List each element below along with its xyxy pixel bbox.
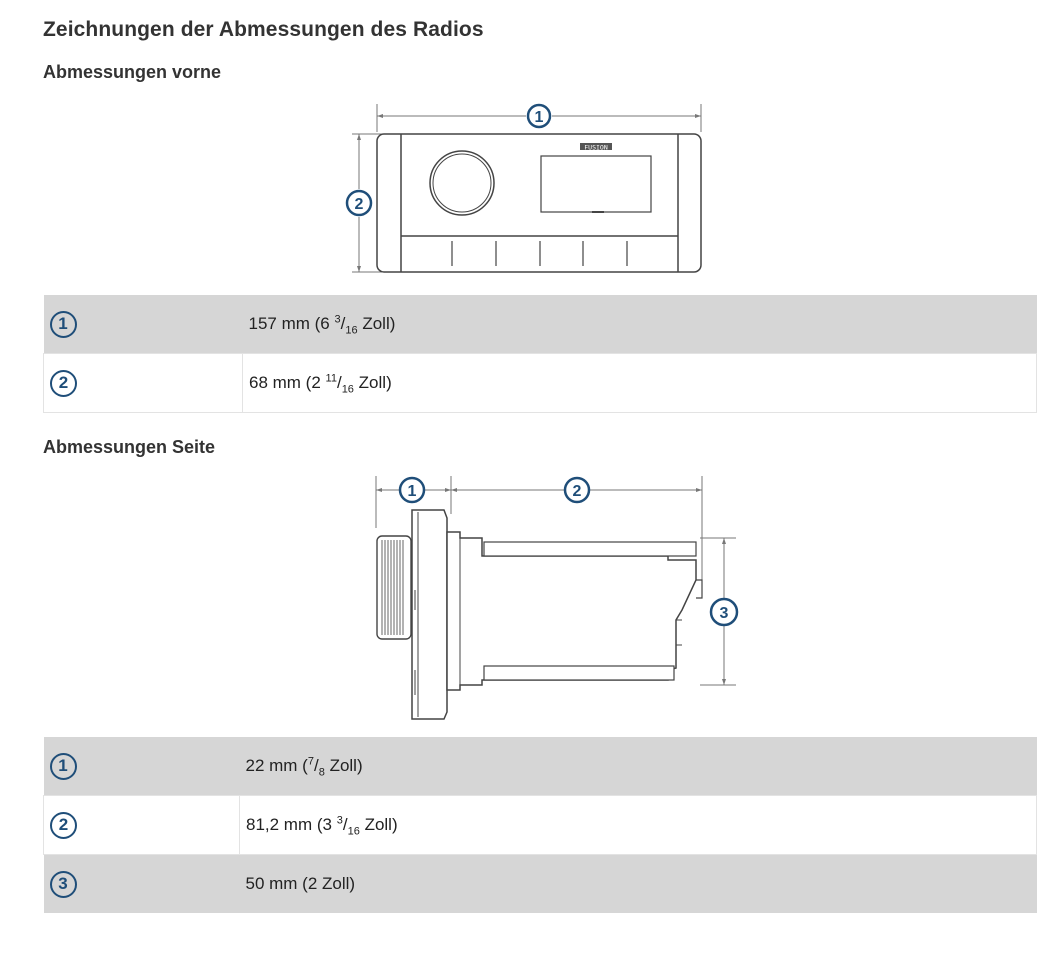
page-title: Zeichnungen der Abmessungen des Radios: [43, 18, 484, 41]
svg-text:2: 2: [572, 483, 582, 500]
svg-text:1: 1: [407, 483, 417, 500]
callout-2: [347, 191, 371, 215]
dimension-value: 50 mm (2 Zoll): [240, 855, 1037, 914]
svg-text:1: 1: [534, 109, 544, 126]
callout-2: 2: [50, 370, 77, 397]
callout-3: 3: [50, 871, 77, 898]
dimension-value: 157 mm (6 $^3/_{16}$ Zoll): [243, 295, 1037, 354]
front-dimensions-heading: Abmessungen vorne: [43, 62, 222, 82]
side-dimensions-heading: Abmessungen Seite: [43, 437, 216, 457]
svg-text:2: 2: [354, 196, 364, 213]
dimension-value: 22 mm ($^7/_8$ Zoll): [240, 737, 1037, 796]
callout-1: [528, 105, 550, 127]
callout-1: 1: [50, 753, 77, 780]
callout-2: 2: [50, 812, 77, 839]
dimension-value: 68 mm (2 $^{11}/_{16}$ Zoll): [243, 354, 1037, 413]
callout-2: [565, 478, 589, 502]
brand-logo: FUSION: [584, 143, 608, 152]
side-view-drawing: [360, 470, 760, 726]
callout-1: 1: [50, 311, 77, 338]
side-dimensions-table: [43, 737, 1037, 913]
front-view-drawing: [330, 96, 730, 280]
callout-1: [400, 478, 424, 502]
table-row: [44, 354, 1037, 413]
table-row: [44, 295, 1037, 354]
table-row: [44, 796, 1037, 855]
table-row: [44, 737, 1037, 796]
svg-text:3: 3: [719, 605, 729, 622]
dimension-value: 81,2 mm (3 $^3/_{16}$ Zoll): [240, 796, 1037, 855]
table-row: [44, 855, 1037, 914]
front-dimensions-table: [43, 295, 1037, 413]
callout-3: [711, 599, 737, 625]
